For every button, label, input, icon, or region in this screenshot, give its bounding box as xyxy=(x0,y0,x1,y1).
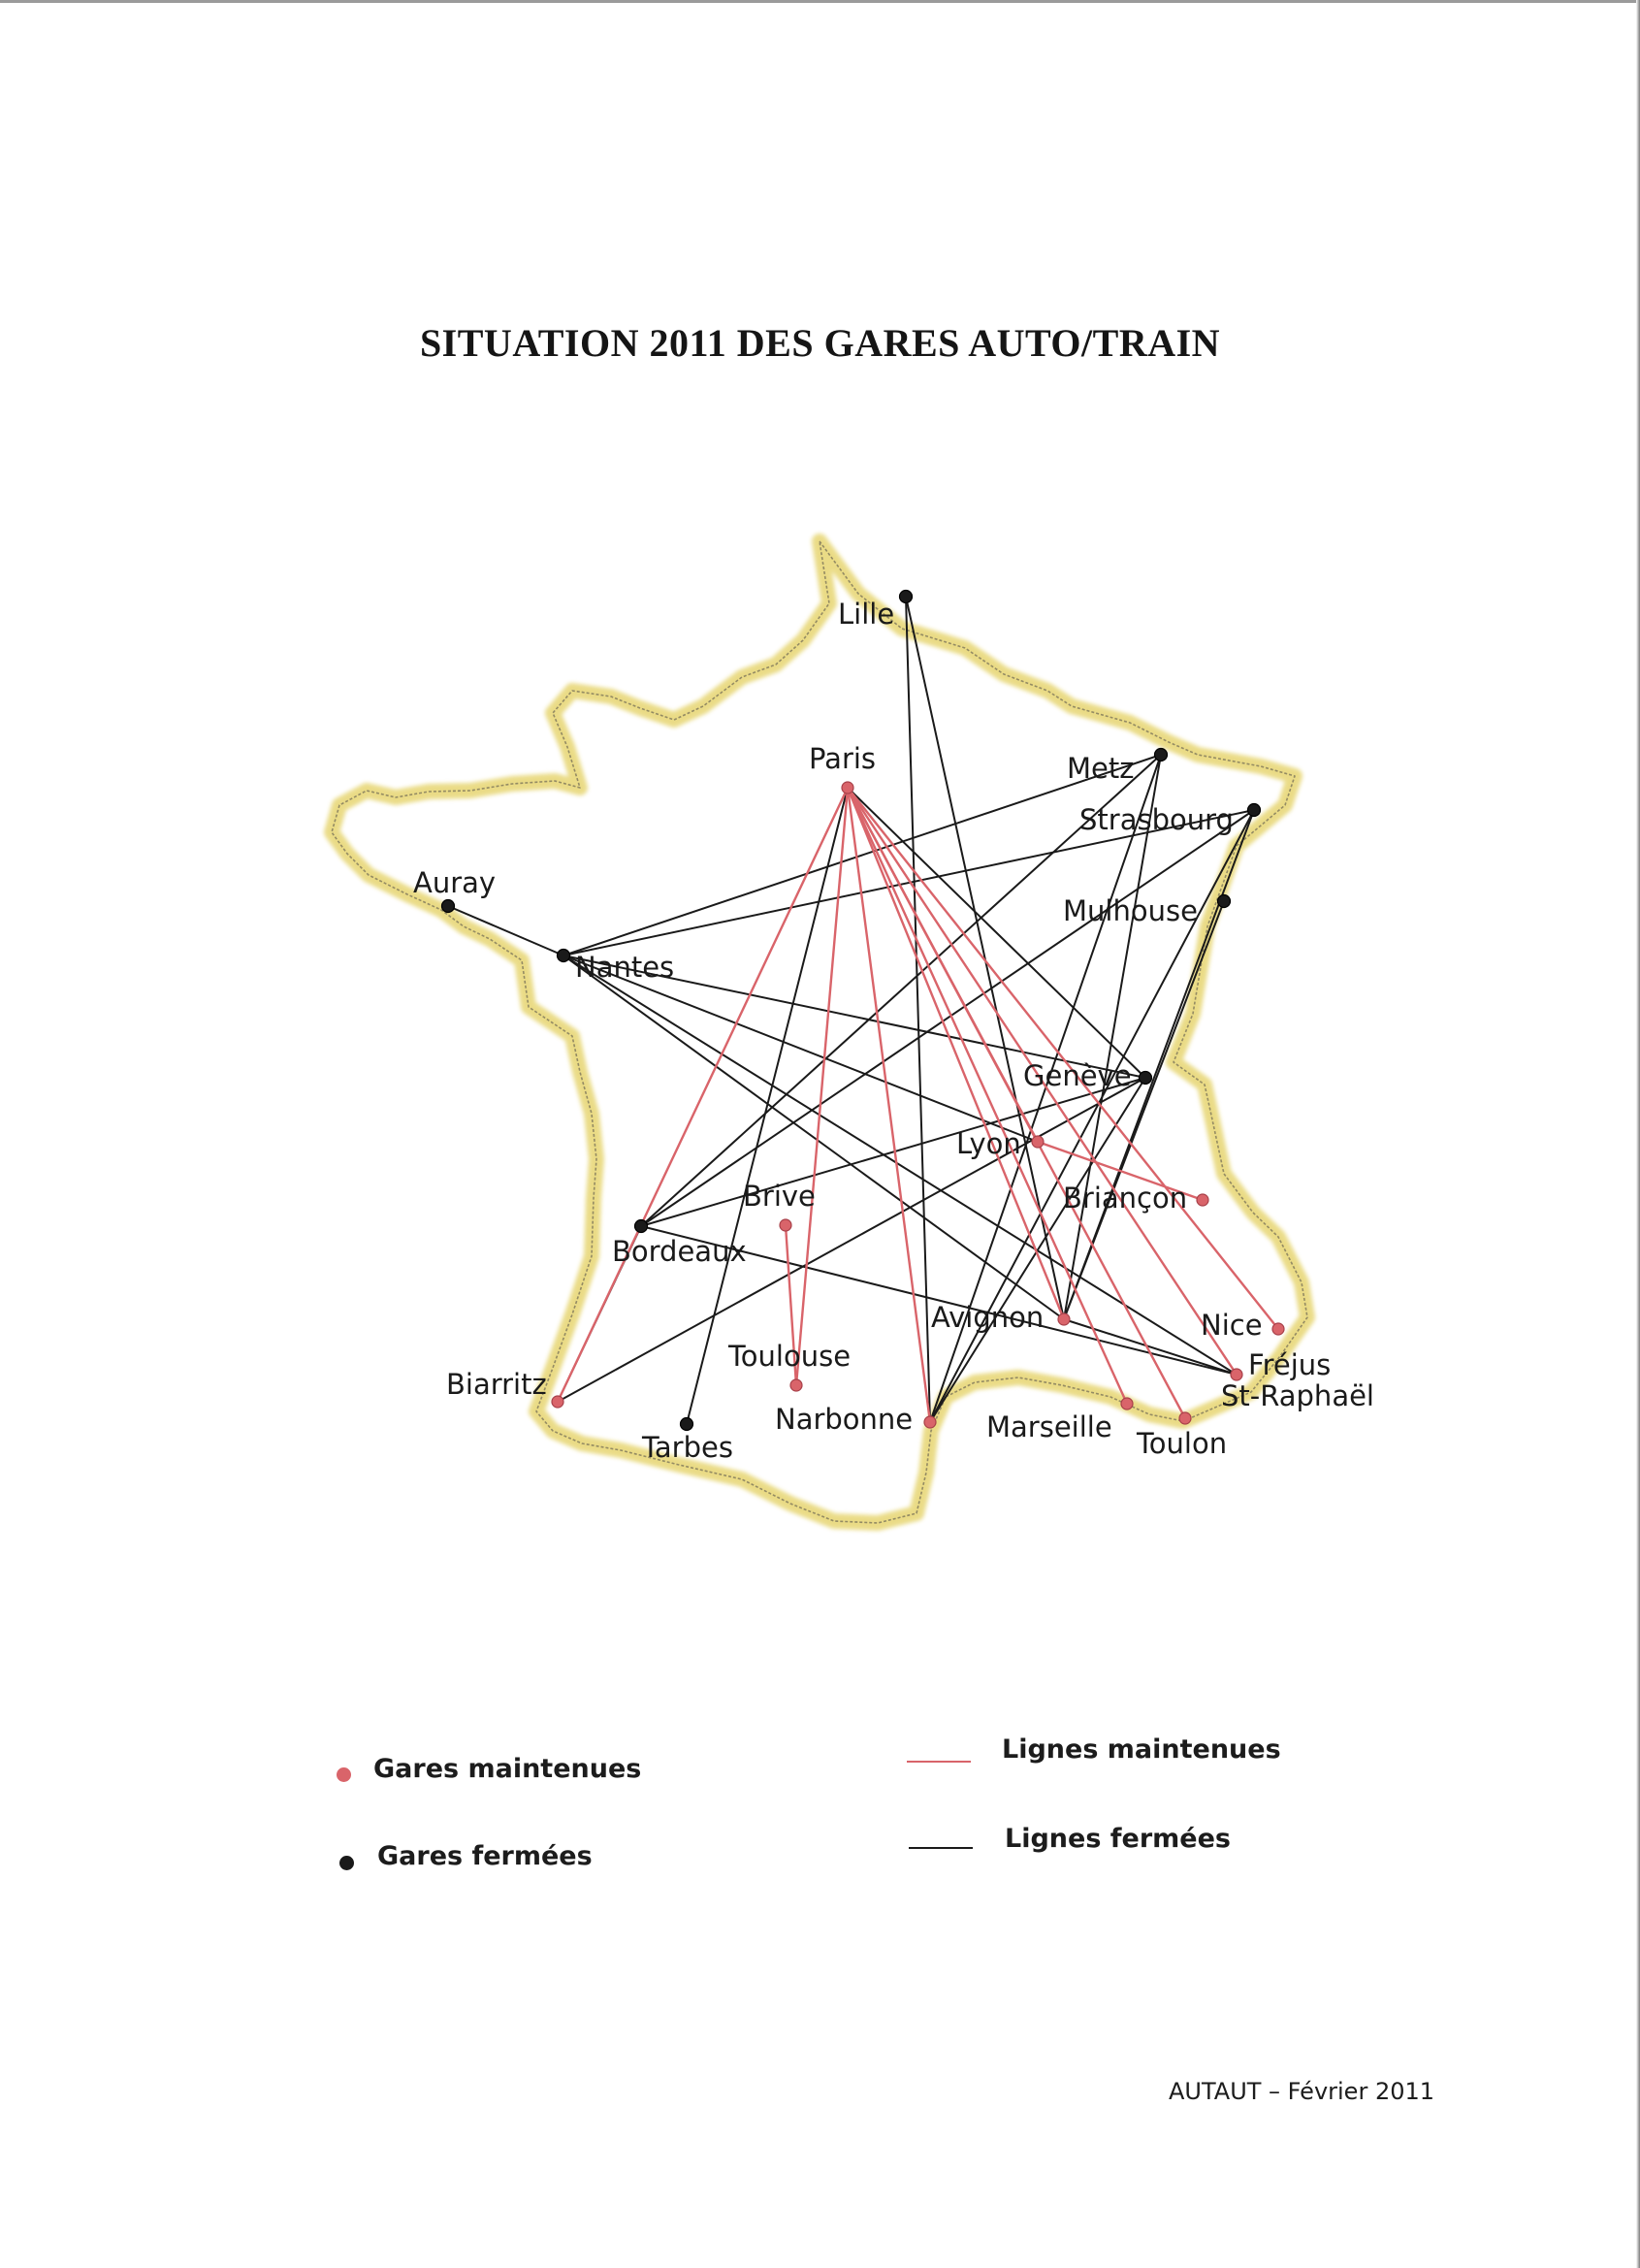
station-label-strasbourg: Strasbourg xyxy=(1079,803,1234,836)
station-dot-metz xyxy=(1155,749,1168,761)
rail-line-nantes-frejus xyxy=(563,956,1237,1375)
footer-credit: AUTAUT – Février 2011 xyxy=(1169,2078,1435,2105)
station-dot-biarritz xyxy=(552,1396,563,1408)
station-label-toulouse: Toulouse xyxy=(728,1340,852,1373)
legend-lines-closed: Lignes fermées xyxy=(1005,1824,1231,1854)
station-dot-mulhouse xyxy=(1218,895,1231,908)
station-dot-toulon xyxy=(1179,1412,1191,1424)
station-label-mulhouse: Mulhouse xyxy=(1063,894,1198,927)
station-dot-avignon xyxy=(1058,1313,1070,1325)
station-label-tarbes: Tarbes xyxy=(642,1431,733,1464)
station-dot-marseille xyxy=(1121,1398,1133,1409)
station-dot-nice xyxy=(1272,1323,1284,1335)
rail-line-paris-tarbes xyxy=(687,788,848,1424)
station-label-nice: Nice xyxy=(1201,1309,1263,1342)
station-label-metz: Metz xyxy=(1067,752,1135,785)
station-label-frejus: Fréjus St-Raphaël xyxy=(1221,1348,1374,1412)
station-dot-nantes xyxy=(558,950,570,962)
legend-lines-maintained: Lignes maintenues xyxy=(1002,1734,1281,1765)
legend-line-closed xyxy=(909,1847,973,1849)
rail-line-paris-biarritz xyxy=(558,788,848,1402)
rail-line-paris-nice xyxy=(848,788,1278,1329)
rail-line-paris-narbonne xyxy=(848,788,930,1422)
station-label-nantes: Nantes xyxy=(575,951,675,984)
rail-line-paris-toulouse xyxy=(796,788,848,1385)
legend-stations-closed: Gares fermées xyxy=(377,1841,593,1871)
station-dot-toulouse xyxy=(790,1379,802,1391)
station-dot-brive xyxy=(780,1219,791,1231)
station-dot-paris xyxy=(842,782,853,794)
legend-stations-maintained: Gares maintenues xyxy=(373,1754,642,1784)
station-dot-strasbourg xyxy=(1248,804,1261,817)
station-label-briancon: Briançon xyxy=(1063,1182,1188,1215)
legend-dot-closed xyxy=(339,1856,354,1870)
rail-line-strasbourg-bordeaux xyxy=(641,810,1254,1226)
station-label-paris: Paris xyxy=(809,742,877,775)
station-label-marseille: Marseille xyxy=(986,1410,1112,1443)
legend-line-maintained xyxy=(907,1761,971,1763)
station-label-avignon: Avignon xyxy=(931,1301,1045,1334)
station-dot-lyon xyxy=(1032,1136,1044,1148)
station-dot-narbonne xyxy=(924,1416,936,1428)
station-label-toulon: Toulon xyxy=(1137,1427,1228,1460)
station-dot-tarbes xyxy=(681,1418,693,1431)
station-label-narbonne: Narbonne xyxy=(775,1403,914,1436)
page-title: SITUATION 2011 DES GARES AUTO/TRAIN xyxy=(419,321,1221,365)
station-label-biarritz: Biarritz xyxy=(446,1368,547,1401)
station-label-brive: Brive xyxy=(743,1180,816,1213)
station-label-geneve: Genève xyxy=(1023,1059,1132,1092)
station-label-bordeaux: Bordeaux xyxy=(612,1235,747,1268)
station-label-lyon: Lyon xyxy=(956,1127,1021,1160)
station-dot-bordeaux xyxy=(635,1220,648,1233)
legend-dot-maintained xyxy=(337,1767,351,1782)
station-label-auray: Auray xyxy=(413,866,497,899)
station-dot-lille xyxy=(900,591,913,603)
station-label-lille: Lille xyxy=(838,598,895,631)
station-dot-briancon xyxy=(1197,1194,1208,1206)
station-dot-auray xyxy=(442,900,455,913)
station-dot-geneve xyxy=(1140,1072,1152,1085)
